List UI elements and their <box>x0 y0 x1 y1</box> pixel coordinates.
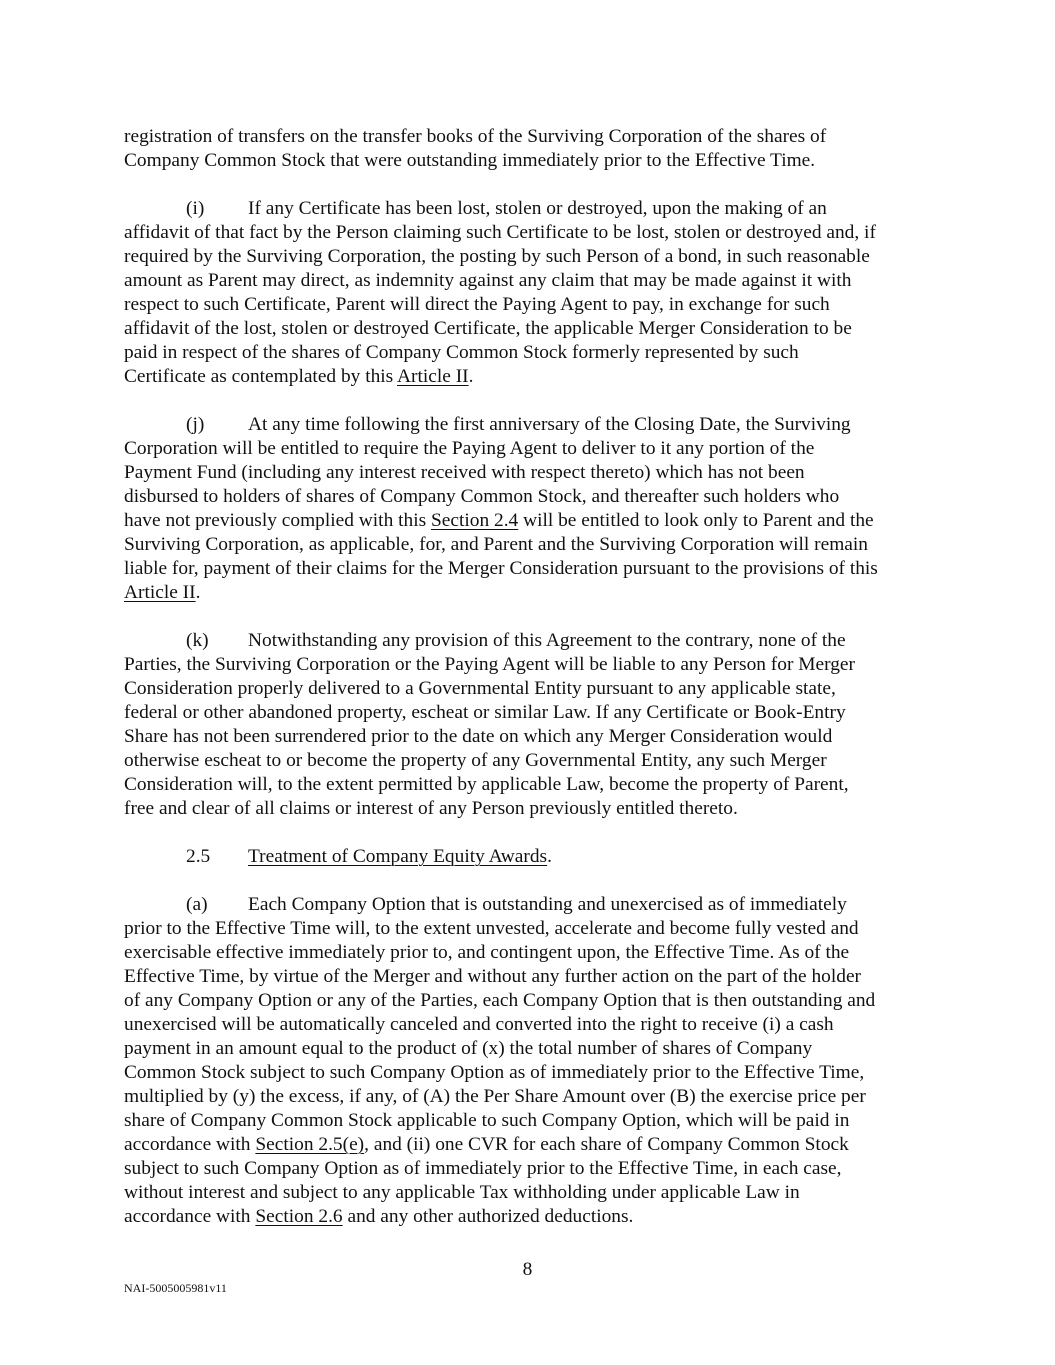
continuation-paragraph <box>124 125 936 173</box>
text-line <box>124 413 936 437</box>
text-line <box>124 629 936 653</box>
text-line: Payment Fund (including any interest received with respect thereto) which has not been <box>124 462 805 483</box>
text-line: unexercised will be automatically canceled and converted into the right to receive (i) a cash <box>124 1014 834 1035</box>
text-fragment: , and (ii) one CVR for each share of Company Common Stock <box>364 1134 849 1155</box>
text-line: liable for, payment of their claims for the Merger Consideration pursuant to the provisions of this <box>124 558 878 579</box>
text-line <box>124 581 936 605</box>
text-line <box>124 1205 936 1229</box>
text-line: free and clear of all claims or interest of any Person previously entitled thereto. <box>124 798 738 819</box>
paragraph-i <box>124 197 936 389</box>
text-line: affidavit of the lost, stolen or destroyed Certificate, the applicable Merger Consideration to be <box>124 318 852 339</box>
paragraph-a <box>124 893 936 1229</box>
paragraph-marker: (a) <box>186 894 208 915</box>
text-line <box>124 1133 936 1157</box>
text-fragment: . <box>468 366 474 387</box>
text-line: federal or other abandoned property, escheat or similar Law. If any Certificate or Book-Entry <box>124 702 846 723</box>
section-title: Treatment of Company Equity Awards <box>248 846 548 867</box>
section-2-5e-reference[interactable]: Section 2.5(e) <box>255 1134 365 1155</box>
text-line: affidavit of that fact by the Person claiming such Certificate to be lost, stolen or destroyed and, if <box>124 222 876 243</box>
text-fragment: accordance with <box>124 1134 256 1155</box>
text-line: paid in respect of the shares of Company Common Stock formerly represented by such <box>124 342 799 363</box>
document-id: NAI-5005005981v11 <box>124 1281 227 1295</box>
text-line: exercisable effective immediately prior to, and contingent upon, the Effective Time. As of the <box>124 942 850 963</box>
text-line: registration of transfers on the transfer books of the Surviving Corporation of the shares of <box>124 126 827 147</box>
text-fragment: accordance with <box>124 1206 256 1227</box>
text-line: Share has not been surrendered prior to the date on which any Merger Consideration would <box>124 726 833 747</box>
text-fragment: At any time following the first anniversary of the Closing Date, the Surviving <box>248 414 851 435</box>
text-line: without interest and subject to any applicable Tax withholding under applicable Law in <box>124 1182 800 1203</box>
text-fragment: have not previously complied with this <box>124 510 431 531</box>
text-line: of any Company Option or any of the Parties, each Company Option that is then outstanding and <box>124 990 876 1011</box>
body-text <box>124 125 936 1253</box>
text-line: Consideration will, to the extent permitted by applicable Law, become the property of Parent, <box>124 774 849 795</box>
text-fragment: Notwithstanding any provision of this Agreement to the contrary, none of the <box>248 630 846 651</box>
section-2-6-reference[interactable]: Section 2.6 <box>255 1206 343 1227</box>
text-fragment: Each Company Option that is outstanding and unexercised as of immediately <box>248 894 847 915</box>
text-line: prior to the Effective Time will, to the extent unvested, accelerate and become fully vested and <box>124 918 859 939</box>
text-line <box>124 509 936 533</box>
text-line: subject to such Company Option as of immediately prior to the Effective Time, in each case, <box>124 1158 842 1179</box>
section-heading-2-5 <box>124 845 936 869</box>
text-line <box>124 893 936 917</box>
article-ii-reference[interactable]: Article II <box>124 582 196 603</box>
text-line <box>124 197 936 221</box>
text-line: payment in an amount equal to the product of (x) the total number of shares of Company <box>124 1038 813 1059</box>
paragraph-marker: (i) <box>186 198 205 219</box>
text-line <box>124 845 936 869</box>
text-line: Effective Time, by virtue of the Merger and without any further action on the part of the holder <box>124 966 862 987</box>
text-line: multiplied by (y) the excess, if any, of (A) the Per Share Amount over (B) the exercise price per <box>124 1086 866 1107</box>
paragraph-j <box>124 413 936 605</box>
text-line: respect to such Certificate, Parent will direct the Paying Agent to pay, in exchange for such <box>124 294 830 315</box>
text-line: Parties, the Surviving Corporation or the Paying Agent will be liable to any Person for Merger <box>124 654 855 675</box>
text-fragment: and any other authorized deductions. <box>342 1206 634 1227</box>
text-line: required by the Surviving Corporation, the posting by such Person of a bond, in such reasonable <box>124 246 870 267</box>
text-line: amount as Parent may direct, as indemnity against any claim that may be made against it with <box>124 270 852 291</box>
text-line: share of Company Common Stock applicable to such Company Option, which will be paid in <box>124 1110 850 1131</box>
text-fragment: Certificate as contemplated by this <box>124 366 398 387</box>
text-line: Corporation will be entitled to require the Paying Agent to deliver to it any portion of the <box>124 438 815 459</box>
text-line: Common Stock subject to such Company Option as of immediately prior to the Effective Time, <box>124 1062 865 1083</box>
text-line: disbursed to holders of shares of Company Common Stock, and thereafter such holders who <box>124 486 840 507</box>
text-fragment: . <box>195 582 201 603</box>
paragraph-marker: (j) <box>186 414 205 435</box>
text-line: Surviving Corporation, as applicable, for, and Parent and the Surviving Corporation will remain <box>124 534 868 555</box>
page-number: 8 <box>522 1259 533 1280</box>
text-fragment: If any Certificate has been lost, stolen or destroyed, upon the making of an <box>248 198 827 219</box>
text-line <box>124 365 936 389</box>
section-number: 2.5 <box>186 846 211 867</box>
text-line: otherwise escheat to or become the property of any Governmental Entity, any such Merger <box>124 750 827 771</box>
paragraph-k <box>124 629 936 821</box>
text-fragment: will be entitled to look only to Parent and the <box>518 510 874 531</box>
text-line: Consideration properly delivered to a Governmental Entity pursuant to any applicable state, <box>124 678 836 699</box>
section-2-4-reference[interactable]: Section 2.4 <box>430 510 519 531</box>
text-line: Company Common Stock that were outstanding immediately prior to the Effective Time. <box>124 150 816 171</box>
text-fragment: . <box>547 846 552 867</box>
article-ii-reference[interactable]: Article II <box>397 366 469 387</box>
paragraph-marker: (k) <box>186 630 209 651</box>
